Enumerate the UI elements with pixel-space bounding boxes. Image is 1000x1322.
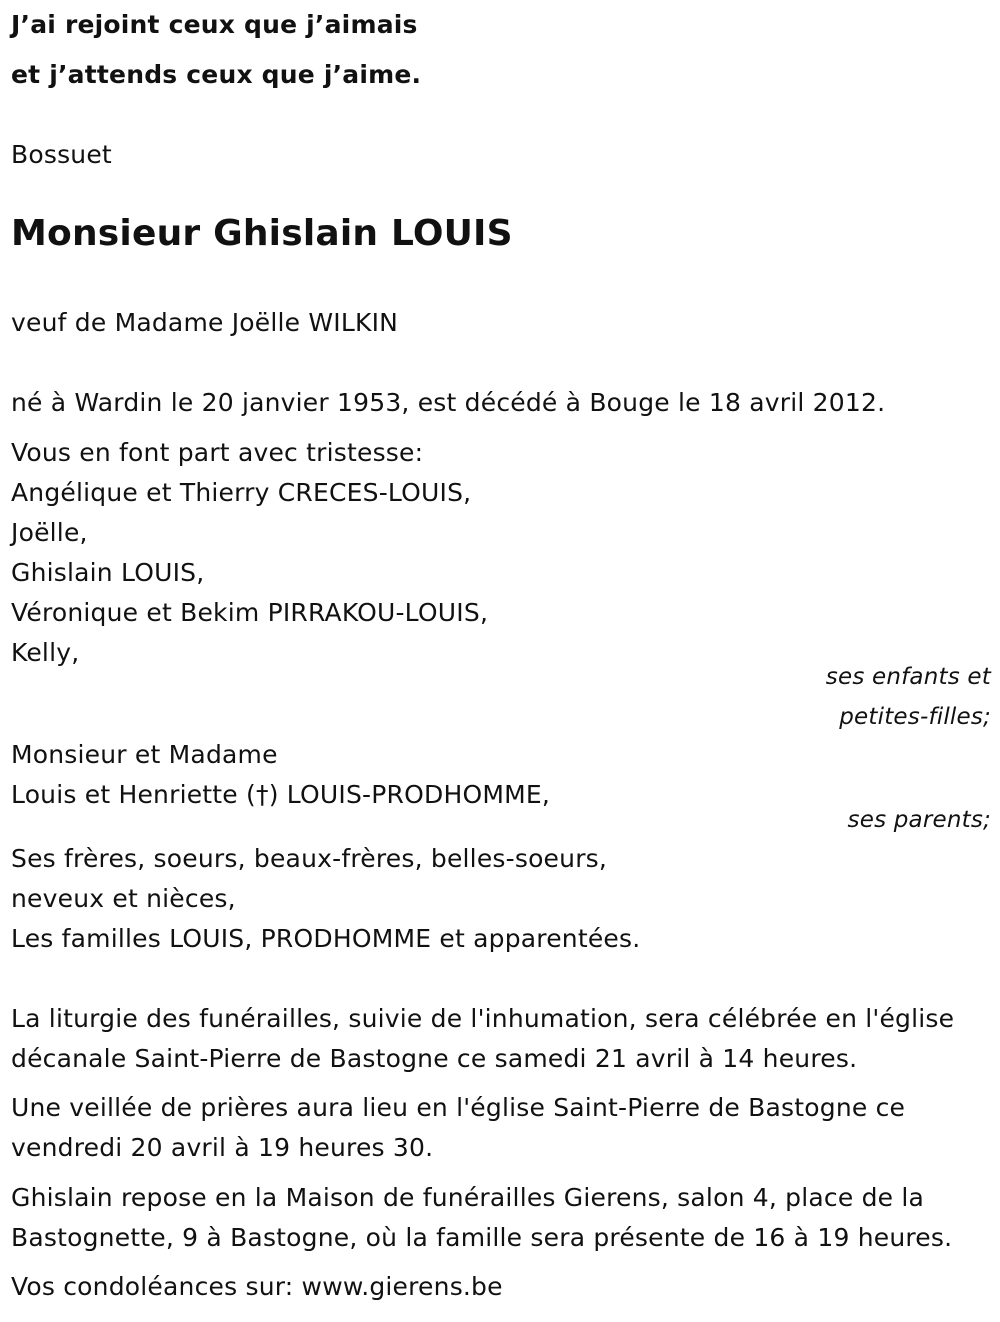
quote-author: Bossuet bbox=[11, 140, 112, 169]
family-line: neveux et nièces, bbox=[11, 884, 236, 913]
children-relation-line-2: petites-filles; bbox=[839, 704, 991, 730]
birth-death-line: né à Wardin le 20 janvier 1953, est décédé à Bouge le 18 avril 2012. bbox=[11, 388, 886, 417]
spouse-line: veuf de Madame Joëlle WILKIN bbox=[11, 308, 399, 337]
announcement-intro: Vous en font part avec tristesse: bbox=[11, 438, 424, 467]
funeral-line: décanale Saint-Pierre de Bastogne ce samedi 21 avril à 14 heures. bbox=[11, 1044, 858, 1073]
quote-line-2: et j’attends ceux que j’aime. bbox=[11, 60, 422, 89]
child-line: Joëlle, bbox=[11, 518, 88, 547]
condolences-line: Vos condoléances sur: www.gierens.be bbox=[11, 1272, 503, 1301]
rest-line: Bastognette, 9 à Bastogne, où la famille sera présente de 16 à 19 heures. bbox=[11, 1223, 953, 1252]
child-line: Ghislain LOUIS, bbox=[11, 558, 205, 587]
funeral-line: La liturgie des funérailles, suivie de l'inhumation, sera célébrée en l'église bbox=[11, 1004, 955, 1033]
deceased-name: Monsieur Ghislain LOUIS bbox=[11, 213, 513, 254]
parents-line: Louis et Henriette (†) LOUIS-PRODHOMME, bbox=[11, 780, 551, 809]
child-line: Angélique et Thierry CRECES-LOUIS, bbox=[11, 478, 472, 507]
parents-relation: ses parents; bbox=[847, 807, 991, 833]
child-line: Kelly, bbox=[11, 638, 80, 667]
quote-line-1: J’ai rejoint ceux que j’aimais bbox=[11, 10, 418, 39]
child-line: Véronique et Bekim PIRRAKOU-LOUIS, bbox=[11, 598, 489, 627]
family-line: Ses frères, soeurs, beaux-frères, belles-soeurs, bbox=[11, 844, 608, 873]
vigil-line: vendredi 20 avril à 19 heures 30. bbox=[11, 1133, 434, 1162]
family-line: Les familles LOUIS, PRODHOMME et apparentées. bbox=[11, 924, 641, 953]
vigil-line: Une veillée de prières aura lieu en l'église Saint-Pierre de Bastogne ce bbox=[11, 1093, 906, 1122]
parents-line: Monsieur et Madame bbox=[11, 740, 278, 769]
rest-line: Ghislain repose en la Maison de funérailles Gierens, salon 4, place de la bbox=[11, 1183, 925, 1212]
children-relation-line-1: ses enfants et bbox=[825, 664, 991, 690]
